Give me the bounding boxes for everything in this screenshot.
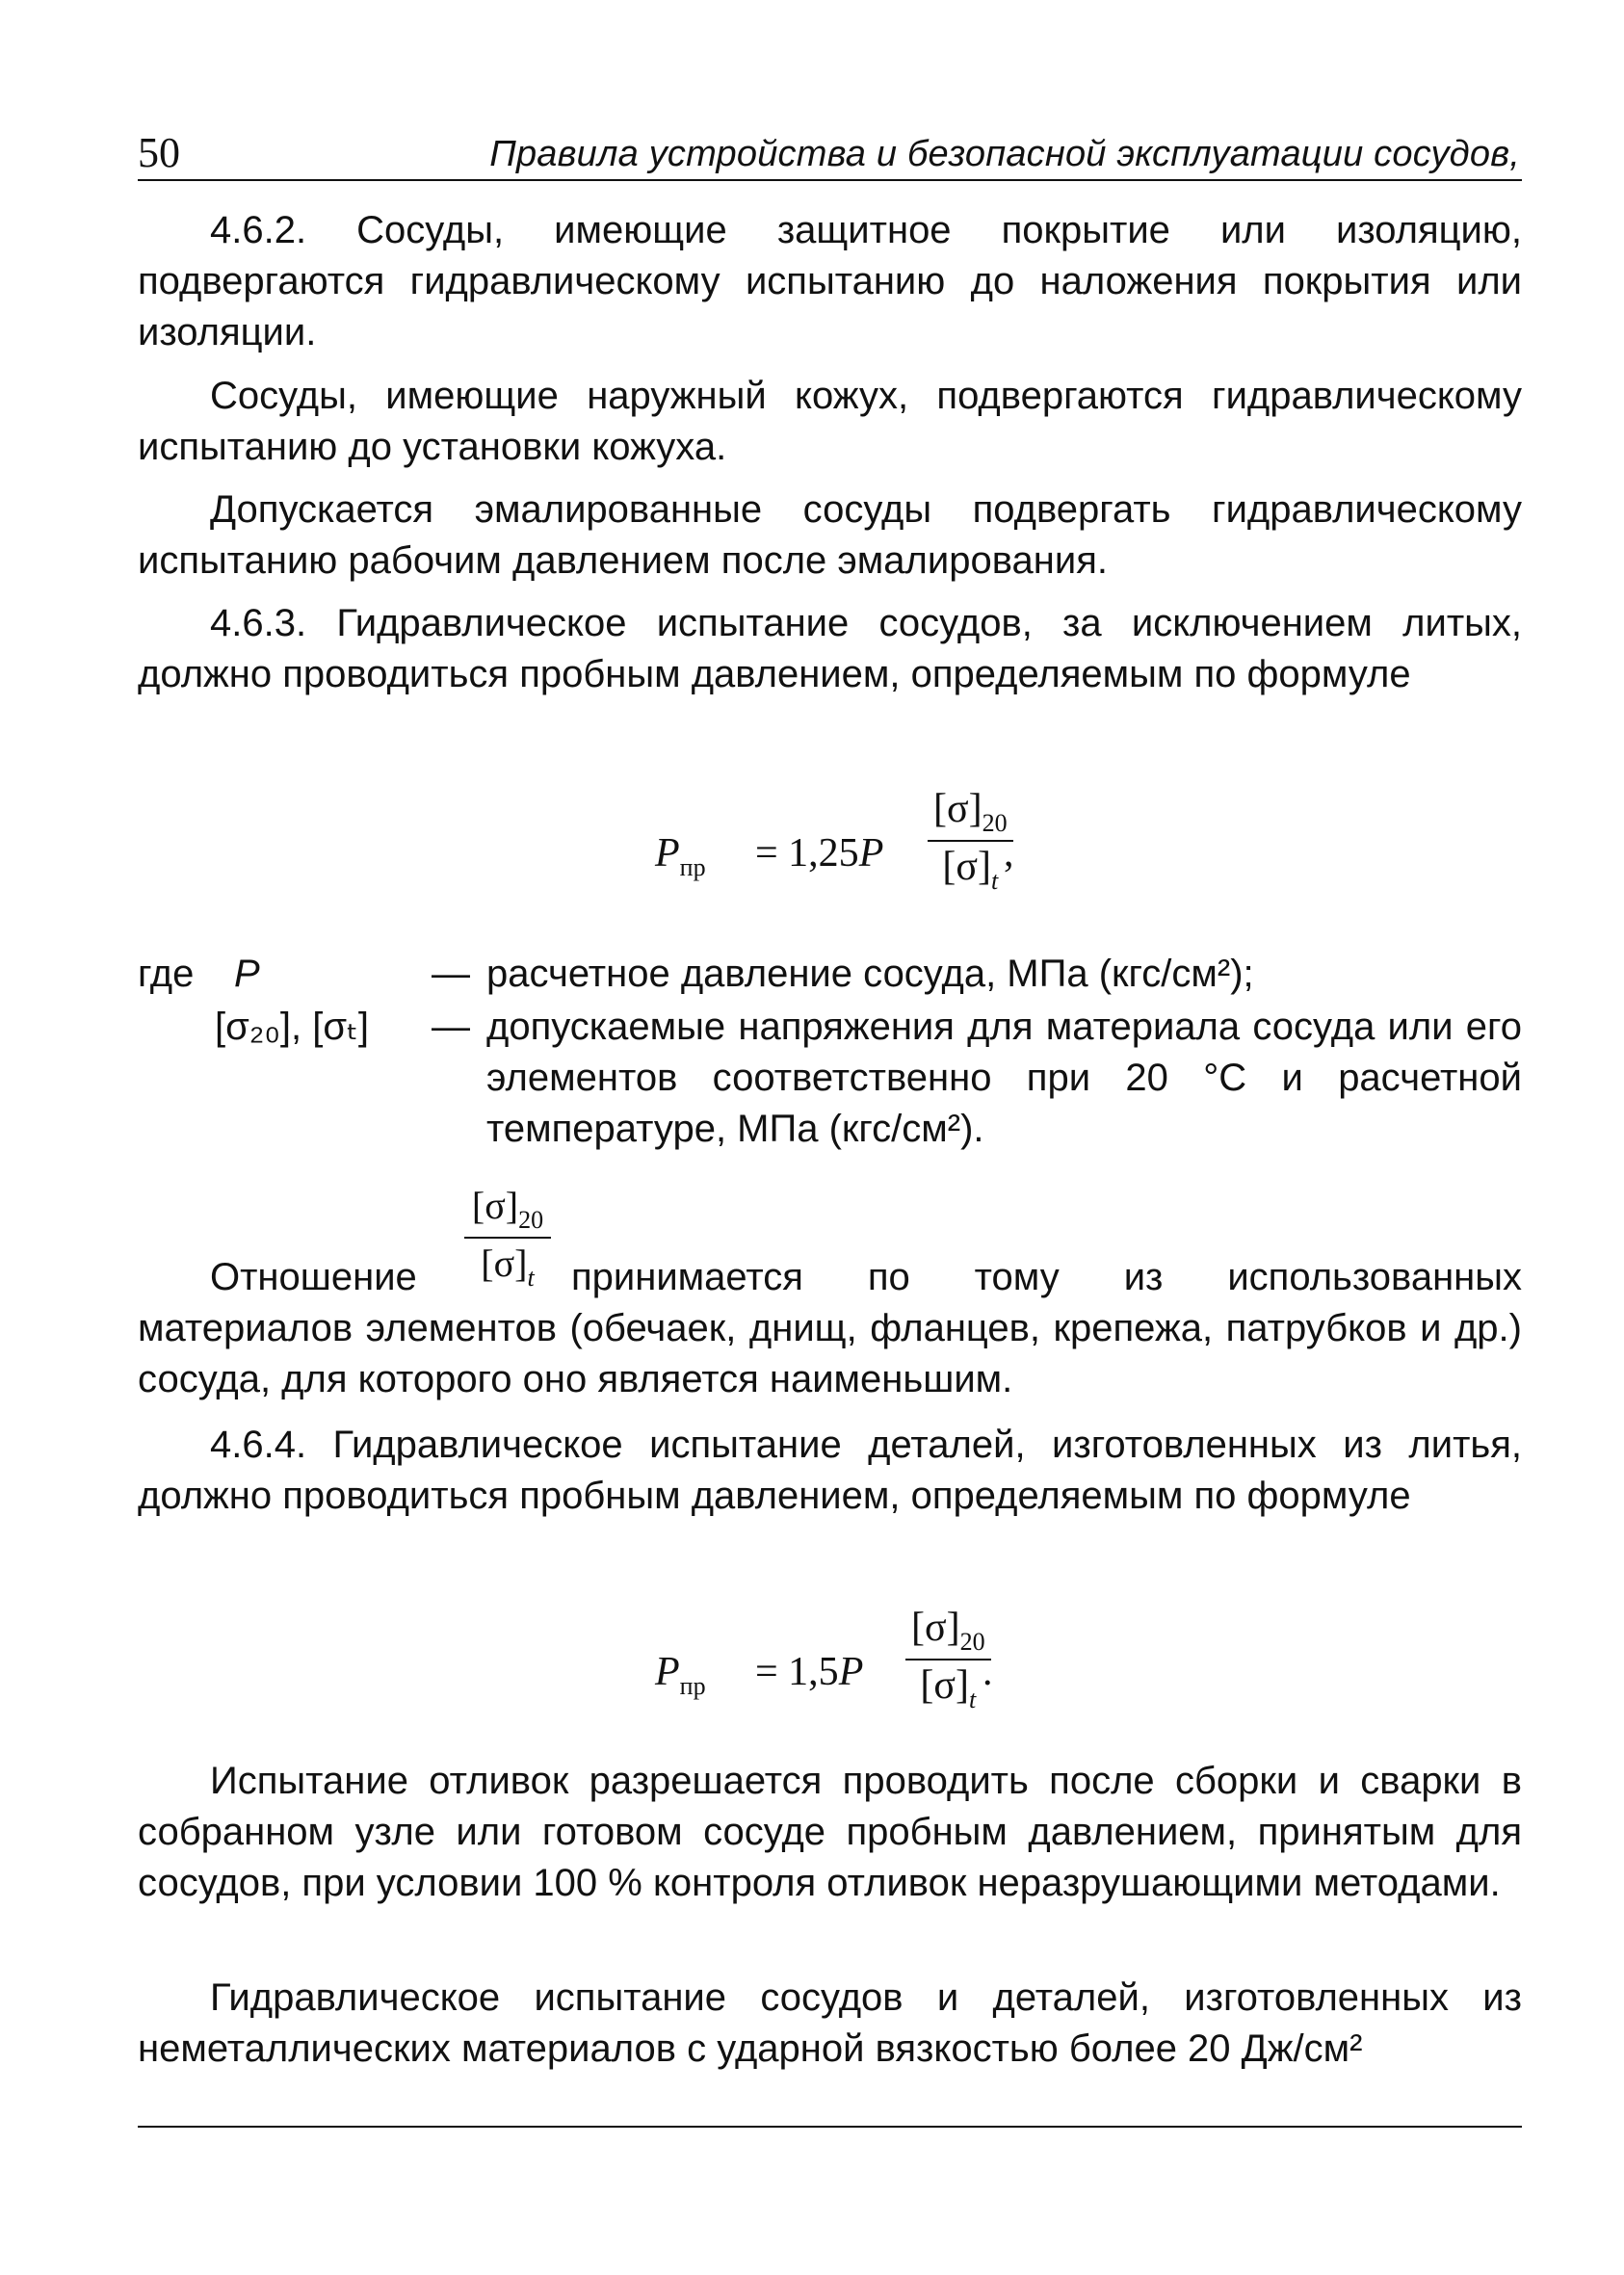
page-number: 50 <box>138 129 180 176</box>
fraction-numerator-sub: 20 <box>982 809 1008 837</box>
fraction-denominator-sub: t <box>991 867 999 895</box>
paragraph-nonmetallic: Гидравлическое испытание сосудов и деталей, изготовленных из неметаллических материалов с ударной вязкостью более 20 Дж/см² <box>138 1976 1522 2070</box>
formula2-fraction <box>905 1605 991 1714</box>
fraction2-denominator: [σ] <box>920 1663 969 1708</box>
fraction2-numerator-sub: 20 <box>959 1628 985 1656</box>
fraction2-numerator: [σ] <box>911 1606 960 1650</box>
formula-test-pressure <box>655 780 1021 925</box>
where-row-sigma <box>138 1002 1522 1165</box>
formula-lhs-var: P <box>655 831 680 876</box>
ratio-numerator-sub: 20 <box>518 1206 544 1234</box>
formula2-var: P <box>838 1650 864 1694</box>
where-value-p: расчетное давление сосуда, МПа (кгс/см²); <box>486 953 1254 995</box>
formula2-trail: . <box>982 1650 993 1694</box>
where-key-sigma: [σ₂₀], [σₜ] <box>215 1006 369 1048</box>
where-intro: где <box>138 953 195 995</box>
where-dash: — <box>432 953 470 995</box>
where-value-sigma: допускаемые напряжения для материала сосуда или его элементов соответственно при 20 °С и расчетной температуре, МПа (кгс/см²). <box>486 1006 1522 1150</box>
fraction2-denominator-sub: t <box>969 1686 977 1713</box>
ratio-after: принимается по тому из использованных материалов элементов (обечаек, днищ, фланцев, крепежа, патрубков и др.) сосуда, для которого оно является наименьшим. <box>138 1256 1522 1400</box>
paragraph-4-6-4: 4.6.4. Гидравлическое испытание деталей, изготовленных из литья, должно проводиться пробным давлением, определяемым по формуле <box>138 1424 1522 1517</box>
ratio-denominator-sub: t <box>527 1264 535 1292</box>
paragraph-4-6-3: 4.6.3. Гидравлическое испытание сосудов, за исключением литых, должно проводиться пробным давлением, определяемым по формуле <box>138 602 1522 695</box>
running-header <box>138 123 1522 181</box>
formula2-lhs-var: P <box>655 1650 680 1694</box>
fraction-numerator: [σ] <box>933 787 982 831</box>
where-dash: — <box>432 1006 470 1048</box>
formula-coefficient: = 1,25 <box>755 831 859 876</box>
paragraph-4-6-2: 4.6.2. Сосуды, имеющие защитное покрытие или изоляцию, подвергаются гидравлическому испытанию до наложения покрытия или изоляции. <box>138 209 1522 353</box>
where-row-p <box>138 949 1522 1007</box>
ratio-numerator: [σ] <box>471 1184 519 1227</box>
formula2-lhs-sub: пр <box>679 1672 706 1700</box>
fraction-denominator: [σ] <box>942 845 991 889</box>
where-key-p: P <box>234 953 260 995</box>
paragraph-castings: Испытание отливок разрешается проводить после сборки и сварки в собранном узле или готовом сосуде пробным давлением, принятым для сосудов, при условии 100 % контроля отливок неразрушающими методами. <box>138 1760 1522 1904</box>
formula-var: P <box>858 831 884 876</box>
paragraph-enamelled: Допускается эмалированные сосуды подвергать гидравлическому испытанию рабочим давлением после эмалирования. <box>138 488 1522 582</box>
formula-lhs-sub: пр <box>679 853 706 881</box>
formula2-coefficient: = 1,5 <box>755 1650 839 1694</box>
ratio-denominator: [σ] <box>481 1242 528 1285</box>
running-title: Правила устройства и безопасной эксплуатации сосудов, <box>489 134 1520 174</box>
formula-trail: , <box>1004 831 1014 876</box>
footer-rule <box>138 2126 1522 2128</box>
ratio-before: Отношение <box>210 1256 417 1298</box>
formula-casting-test-pressure <box>655 1599 1021 1743</box>
formula-fraction <box>928 786 1013 896</box>
paragraph-outer-casing: Сосуды, имеющие наружный кожух, подвергаются гидравлическому испытанию до установки кожуха. <box>138 375 1522 468</box>
